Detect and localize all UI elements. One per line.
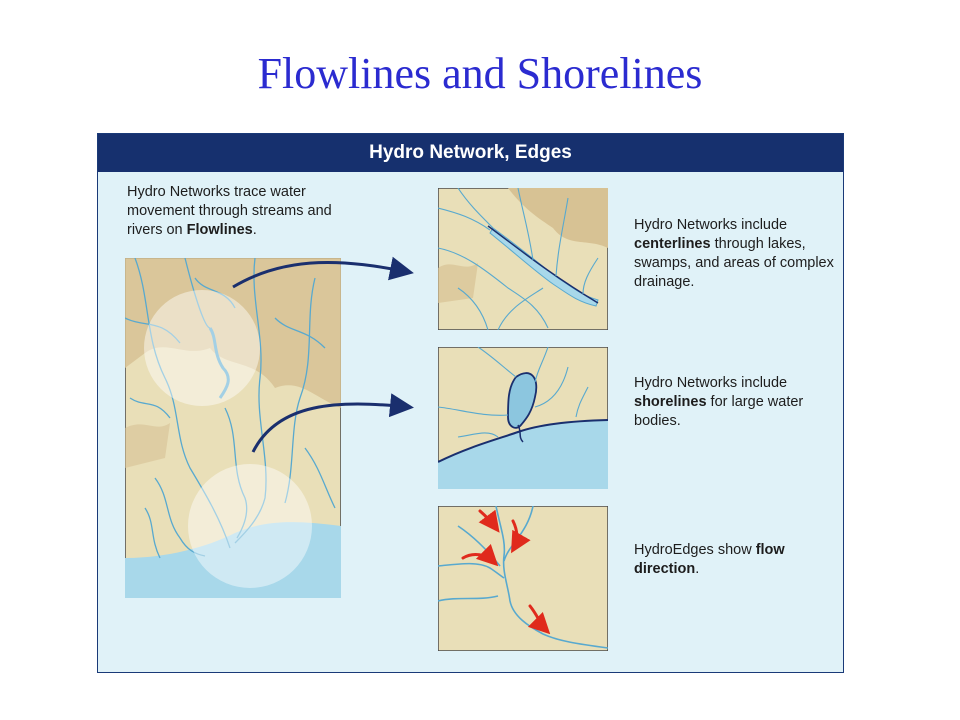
caption-centerlines bbox=[634, 216, 839, 292]
caption-centerlines-post: through lakes, swamps, and areas of complex drainage. bbox=[634, 236, 834, 290]
centerlines-map bbox=[438, 188, 608, 330]
intro-text-post: . bbox=[252, 222, 257, 238]
caption-centerlines-bold: centerlines bbox=[634, 236, 711, 252]
caption-shorelines-pre: Hydro Networks include bbox=[634, 375, 788, 391]
caption-flow-direction-bold: flow direction bbox=[634, 542, 785, 577]
slide-title: Flowlines and Shorelines bbox=[257, 49, 703, 98]
caption-shorelines-bold: shorelines bbox=[634, 394, 707, 410]
intro-text bbox=[127, 183, 342, 240]
caption-shorelines-post: for large water bodies. bbox=[634, 394, 804, 429]
panel-header: Hydro Network, Edges bbox=[98, 134, 843, 172]
caption-flow-direction-post: . bbox=[695, 561, 700, 577]
intro-text-pre: Hydro Networks trace water movement through streams and rivers on bbox=[127, 184, 332, 238]
caption-flow-direction bbox=[634, 541, 814, 579]
connector-arrows bbox=[228, 252, 423, 462]
caption-centerlines-pre: Hydro Networks include bbox=[634, 217, 788, 233]
intro-text-bold: Flowlines bbox=[186, 222, 253, 238]
flow-direction-map bbox=[438, 506, 608, 651]
hydro-network-panel bbox=[97, 133, 844, 673]
shorelines-map bbox=[438, 347, 608, 489]
caption-shorelines bbox=[634, 374, 834, 431]
caption-flow-direction-pre: HydroEdges show bbox=[634, 542, 756, 558]
